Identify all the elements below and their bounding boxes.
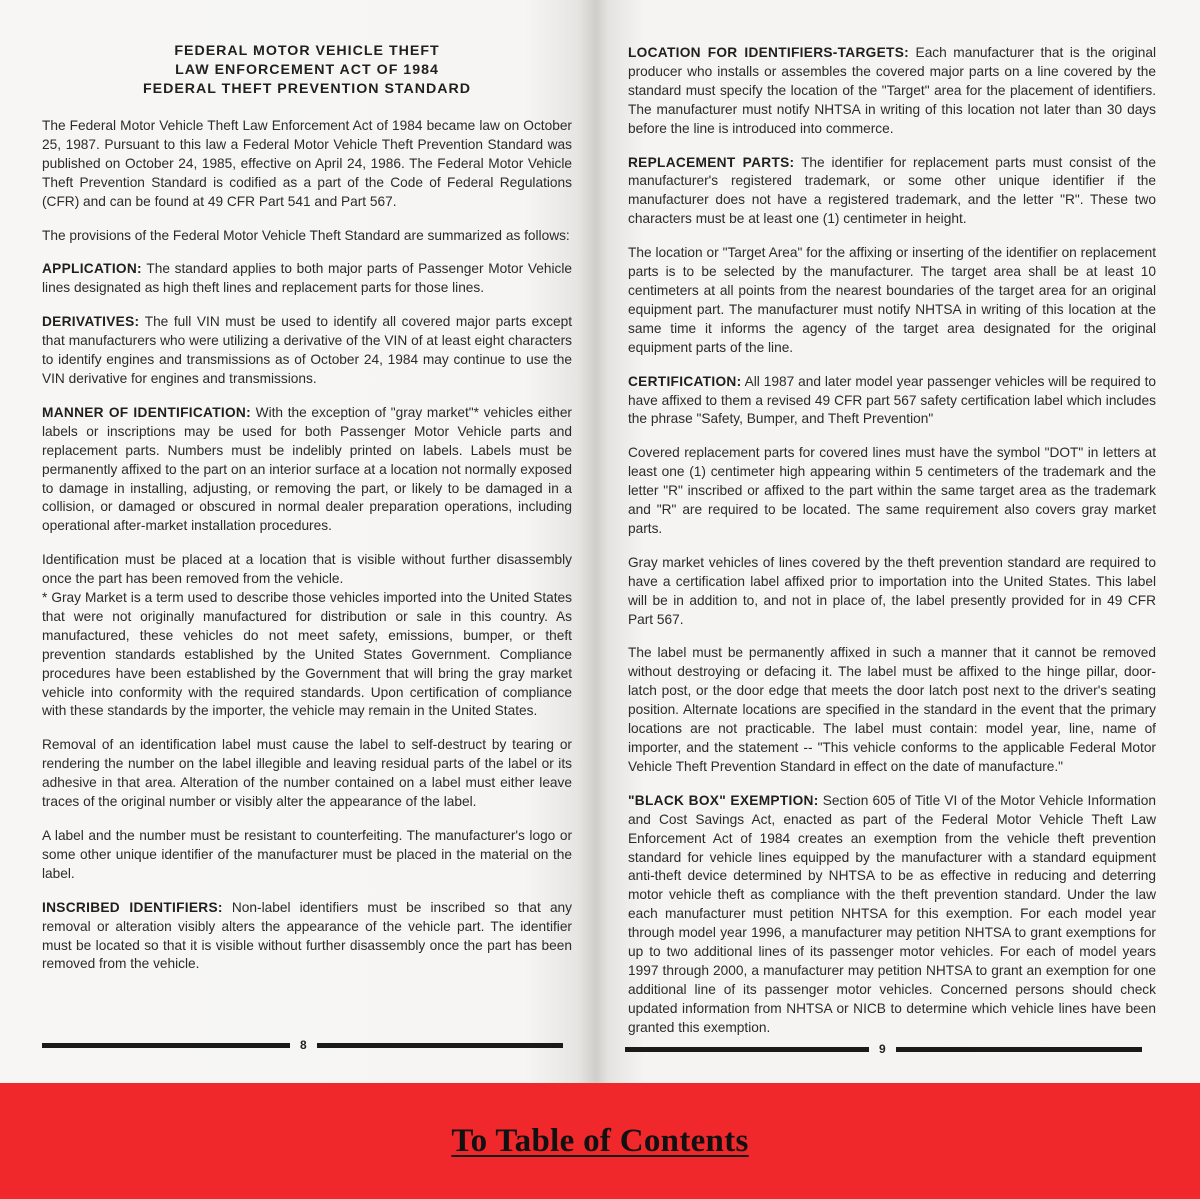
inscribed-heading: INSCRIBED IDENTIFIERS: [42,899,223,915]
inscribed-text: Non-label identifiers must be inscribed so that any removal or alteration visibly alters the appearance of the vehicle part. The identifier must be located so that it is visible without further disassembly once the part has been removed from the vehicle. [42,899,573,972]
footer-rule [317,1043,563,1048]
identification-placement-paragraph: Identification must be placed at a location that is visible without further disassembly once the part has been removed from the vehicle. [42,552,572,587]
replacement-section [628,154,1156,230]
title-line-2: LAW ENFORCEMENT ACT OF 1984 [175,62,439,78]
location-text: Each manufacturer that is the original producer who installs or assembles the covered major parts on a line covered by the standard must specify the location of the "Target" area for the placement of identifiers. The manufacturer must notify NHTSA in writing of this location not later than 30 days before the line is introduced into commerce. [628,45,1156,136]
right-page [596,0,1200,1083]
application-text: The standard applies to both major parts of Passenger Motor Vehicle lines designated as high theft lines and replacement parts for those lines. [42,261,572,296]
footer-rule [625,1047,869,1052]
footer-rule [896,1047,1142,1052]
application-heading: APPLICATION: [42,261,142,277]
label-affixed-paragraph: The label must be permanently affixed in such a manner that it cannot be removed without destroying or defacing it. The label must be affixed to the hinge pillar, door-latch post, or the door edge that meets the door latch post next to the driver's seating position. Alternate locations are specified in the standard in the event that the primary locations are not practicable. The label must contain: model year, line, name of importer, and the statement -- "This vehicle conforms to the applicable Federal Motor Vehicle Theft Prevention Standard in effect on the date of manufacture." [628,645,1156,774]
certification-section [628,373,1156,430]
certification-text: All 1987 and later model year passenger vehicles will be required to have affixed to them a revised 49 CFR part 567 safety certification label which includes the phrase "Safety, Bumper, and Theft Prevention" [628,373,1156,427]
certification-heading: CERTIFICATION: [628,373,742,389]
manner-text: With the exception of "gray market"* vehicles either labels or inscriptions may be used for both Passenger Motor Vehicle parts and replacement parts. Numbers must be indelibly printed on labels. Labels must be permanently affixed to the part on an interior surface at a location not normally exposed to damage in installing, adjusting, or removing the part, or likely to be damaged in a collision, or damaged or obscured in normal dealer preparation operations, including operational after-market installation procedures. [42,404,572,534]
title-line-1: FEDERAL MOTOR VEHICLE THEFT [174,43,440,59]
toc-banner [0,1083,1200,1199]
derivatives-section [42,313,572,389]
title-line-3: FEDERAL THEFT PREVENTION STANDARD [142,81,472,97]
application-section [42,260,572,298]
page-number: 8 [300,1038,307,1052]
summary-paragraph: The provisions of the Federal Motor Vehicle Theft Standard are summarized as follows: [42,227,570,243]
intro-paragraph: The Federal Motor Vehicle Theft Law Enforcement Act of 1984 became law on October 25, 1987. Pursuant to this law a Federal Motor Vehicle Theft Prevention Standard was published on October 24, 1985, effective on April 24, 1986. The Federal Motor Vehicle Theft Prevention Standard is codified as a part of the Code of Federal Regulations (CFR) and can be found at 49 CFR Part 541 and Part 567. [42,118,572,209]
removal-paragraph: Removal of an identification label must cause the label to self-destruct by tearing or rendering the number on the label illegible and leaving residual parts of the label or its adhesive in that area. Alteration of the number contained on a label must either leave traces of the original number or visibly alter the appearance of the label. [42,737,572,810]
black-box-section [628,792,1156,1038]
derivatives-heading: DERIVATIVES: [42,314,140,330]
left-page-footer [42,1038,563,1052]
left-page [0,0,596,1083]
counterfeit-paragraph: A label and the number must be resistant to counterfeiting. The manufacturer's logo or some other unique identifier of the manufacturer must be placed in the material on the label. [42,828,572,881]
right-page-footer [625,1042,1142,1056]
manner-heading: MANNER OF IDENTIFICATION: [42,404,251,420]
manner-section [42,404,572,536]
replacement-heading: REPLACEMENT PARTS: [628,154,795,170]
gray-market-note: * Gray Market is a term used to describe those vehicles imported into the United States that were not originally manufactured for distribution or sale in this country. As manufactured, these vehicles do not meet safety, emissions, bumper, or theft prevention standards established by the United States Government. Compliance procedures have been established by the Government that will bring the gray market vehicle into conformity with the required standards. Upon certification of compliance with these standards by the importer, the vehicle may remain in the United States. [42,590,572,719]
page-number: 9 [879,1042,886,1056]
replacement-text: The identifier for replacement parts must consist of the manufacturer's registered trademark, or some other unique identifier if the manufacturer does not have a registered trademark, and the letter "R". These two characters must be at least one (1) centimeter in height. [628,154,1156,227]
inscribed-section [42,899,572,975]
page-title [42,42,572,99]
gray-market-vehicles-paragraph: Gray market vehicles of lines covered by the theft prevention standard are required to have a certification label affixed prior to importation into the United States. This label will be in addition to, and not in place of, the label presently provided for in 49 CFR Part 567. [628,554,1156,627]
table-of-contents-link[interactable]: To Table of Contents [451,1122,749,1159]
location-section [628,44,1156,139]
derivatives-text: The full VIN must be used to identify all covered major parts except that manufacturers who were utilizing a derivative of the VIN of at least eight characters to identify engines and transmissions as of October 24, 1984 may continue to use the VIN derivative for engines and transmissions. [42,314,572,386]
location-heading: LOCATION FOR IDENTIFIERS-TARGETS: [628,45,910,60]
target-area-paragraph: The location or "Target Area" for the affixing or inserting of the identifier on replacement parts is to be selected by the manufacturer. The target area shall be at least 10 centimeters at all points from the nearest boundaries of the target area for an original equipment part. The manufacturer must notify NHTSA in writing of this location at the same time it informs the agency of the target area designated for the original equipment parts of the line. [628,245,1156,355]
footer-rule [42,1043,290,1048]
dot-paragraph: Covered replacement parts for covered lines must have the symbol "DOT" in letters at least one (1) centimeter high appearing within 5 centimeters of the trademark and the letter "R" inscribed or affixed to the part within the same target area as the trademark and "R" are required to be located. The same requirement also covers gray market parts. [628,445,1156,536]
black-box-heading: "BLACK BOX" EXEMPTION: [628,792,819,808]
black-box-text: Section 605 of Title VI of the Motor Vehicle Information and Cost Savings Act, enacted as part of the Federal Motor Vehicle Theft Law Enforcement Act of 1984 creates an exemption from the vehicle theft prevention standard for vehicle lines equipped by the manufacturer with a standard equipment anti-theft device determined by NHTSA to be as effective in reducing and deterring motor vehicle theft as compliance with the theft prevention standard. Under the law each manufacturer must petition NHTSA for this exemption. For each model year through model year 1996, a manufacturer may petition NHTSA to grant exemptions for up to two additional lines of its passenger motor vehicles. For each of model years 1997 through 2000, a manufacturer may petition NHTSA to grant an exemption for one additional line of its passenger motor vehicles. Concerned persons should check updated information from NHTSA or NICB to determine which vehicle lines have been granted this exemption. [628,792,1157,1035]
